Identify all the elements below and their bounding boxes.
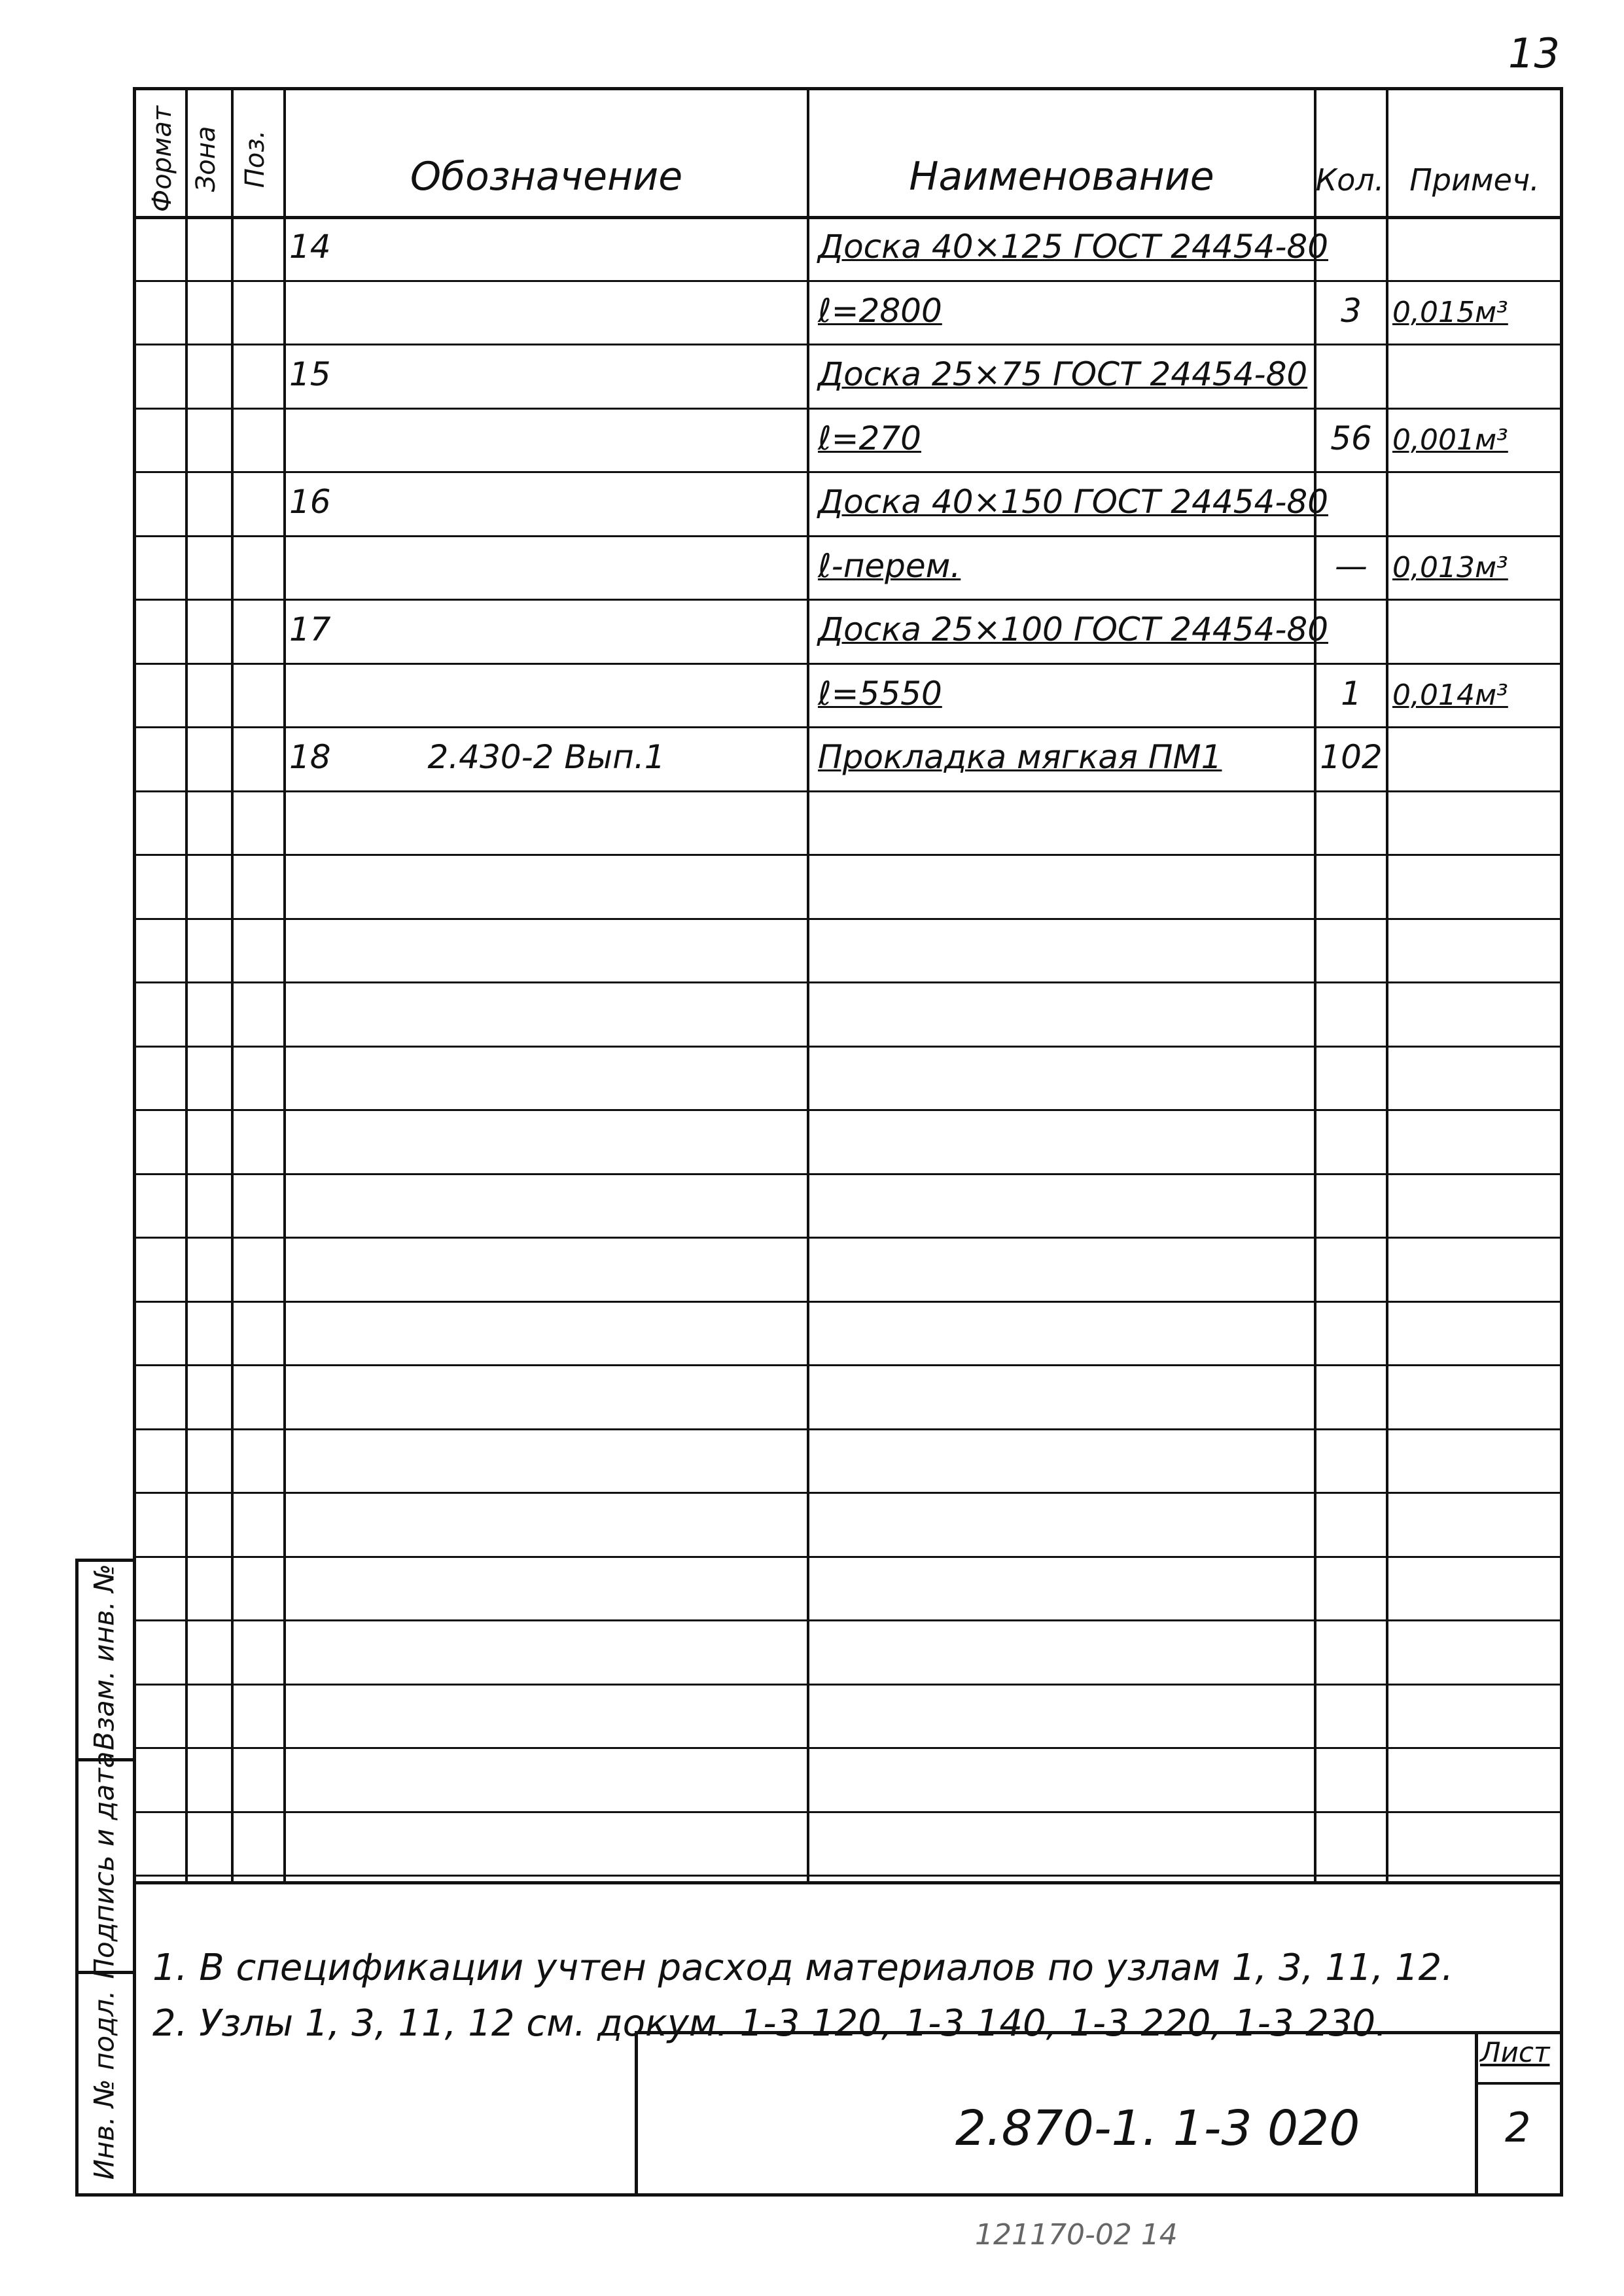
sheet-box-divider	[1475, 2082, 1563, 2085]
header-qty: Кол.	[1315, 162, 1385, 198]
row-line	[133, 1747, 1563, 1749]
note-2: 2. Узлы 1, 3, 11, 12 см. докум. 1-3 120, 1-3 140, 1-3 220, 1-3 230.	[152, 2002, 1387, 2045]
row-pos: 16	[289, 483, 331, 521]
row-qty: 102	[1320, 738, 1383, 776]
row-line	[133, 1109, 1563, 1111]
sheet-number: 2	[1505, 2104, 1531, 2151]
row-line	[133, 1875, 1563, 1877]
header-pos: Поз.	[240, 130, 270, 188]
row-note: 0,015м³	[1392, 295, 1508, 329]
row-pos: 14	[289, 228, 331, 266]
row-line	[133, 599, 1563, 601]
page-number: 13	[1508, 29, 1560, 77]
note-1: 1. В спецификации учтен расход материалов по узлам 1, 3, 11, 12.	[152, 1947, 1454, 1989]
row-note: 0,001м³	[1392, 423, 1508, 457]
side-label-podpis-data: Подпись и дата	[88, 1751, 120, 1979]
header-designation: Обозначение	[410, 154, 683, 200]
row-name: ℓ=2800	[818, 291, 942, 330]
col-line-pos	[283, 87, 286, 1881]
row-line	[133, 1237, 1563, 1239]
col-line-qty	[1386, 87, 1388, 1881]
row-line	[133, 1492, 1563, 1494]
row-name: Доска 40×150 ГОСТ 24454-80	[818, 483, 1329, 521]
row-pos: 15	[289, 355, 331, 393]
row-line	[133, 1301, 1563, 1303]
header-name: Наименование	[909, 154, 1214, 200]
row-line	[133, 408, 1563, 410]
row-line	[133, 471, 1563, 473]
row-pos: 17	[289, 610, 331, 648]
row-line	[133, 854, 1563, 856]
row-line	[133, 1364, 1563, 1366]
document-code: 2.870-1. 1-3 020	[955, 2100, 1360, 2157]
header-note: Примеч.	[1409, 162, 1540, 198]
row-qty: 3	[1341, 291, 1362, 330]
row-line	[133, 1428, 1563, 1430]
row-line	[133, 663, 1563, 665]
row-name: Прокладка мягкая ПМ1	[818, 738, 1222, 776]
row-note: 0,013м³	[1392, 550, 1508, 584]
row-name: ℓ-перем.	[818, 546, 961, 585]
row-line	[133, 1556, 1563, 1558]
row-name: Доска 40×125 ГОСТ 24454-80	[818, 228, 1329, 266]
row-line	[133, 790, 1563, 792]
row-line	[133, 726, 1563, 728]
row-pos: 18	[289, 738, 331, 776]
row-designation: 2.430-2 Вып.1	[427, 738, 665, 776]
row-name: Доска 25×75 ГОСТ 24454-80	[818, 355, 1308, 393]
row-line	[133, 1619, 1563, 1621]
footer-code: 121170-02 14	[975, 2218, 1178, 2252]
row-qty: —	[1335, 546, 1368, 585]
row-note: 0,014м³	[1392, 678, 1508, 712]
row-line	[133, 344, 1563, 345]
row-line	[133, 535, 1563, 537]
sheet-label: Лист	[1480, 2036, 1550, 2068]
row-name: Доска 25×100 ГОСТ 24454-80	[818, 610, 1329, 648]
row-line	[133, 981, 1563, 983]
side-label-vzam-inv: Взам. инв. №	[88, 1563, 120, 1751]
table-bottom-line	[133, 1881, 1563, 1884]
header-format: Формат	[147, 105, 177, 213]
spec-frame	[133, 87, 1563, 2197]
row-name: ℓ=5550	[818, 674, 942, 713]
col-line-format	[185, 87, 188, 1881]
row-name: ℓ=270	[818, 419, 921, 457]
row-line	[133, 918, 1563, 920]
row-line	[133, 1684, 1563, 1686]
row-line	[133, 216, 1563, 219]
side-label-inv-podl: Инв. № подл.	[88, 1990, 120, 2180]
row-qty: 56	[1330, 419, 1372, 457]
col-line-name	[1314, 87, 1316, 1881]
row-line	[133, 1173, 1563, 1175]
row-line	[133, 280, 1563, 282]
row-line	[133, 1046, 1563, 1048]
header-zone: Зона	[191, 126, 221, 192]
col-line-designation	[807, 87, 809, 1881]
row-qty: 1	[1341, 674, 1362, 713]
col-line-zone	[231, 87, 234, 1881]
row-line	[133, 1811, 1563, 1813]
